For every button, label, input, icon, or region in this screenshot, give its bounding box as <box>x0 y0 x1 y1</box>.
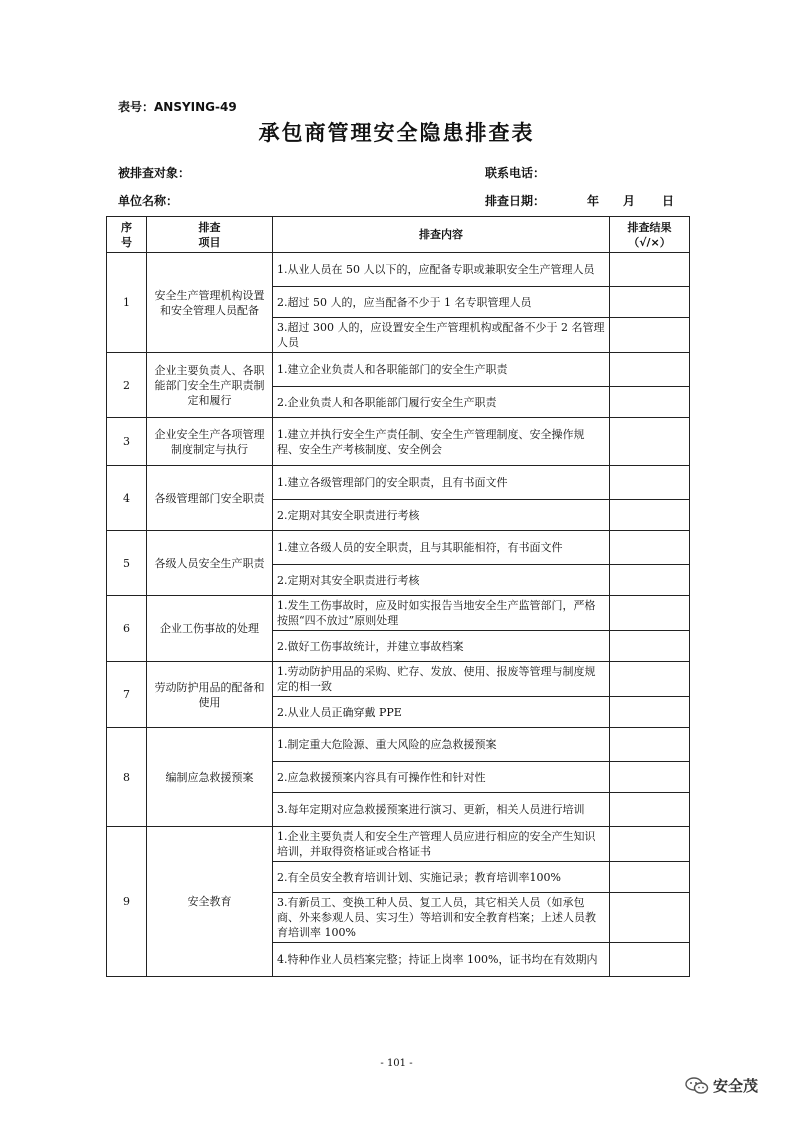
table-row <box>107 728 690 762</box>
row-content: 3.超过 300 人的，应设置安全生产管理机构或配备不少于 2 名管理人员 <box>273 318 610 353</box>
row-content: 1.劳动防护用品的采购、贮存、发放、使用、报废等管理与制度规定的相一致 <box>273 662 610 697</box>
row-content: 2.超过 50 人的，应当配备不少于 1 名专职管理人员 <box>273 287 610 318</box>
row-content: 2.应急救援预案内容具有可操作性和针对性 <box>273 762 610 793</box>
page-title: 承包商管理安全隐患排查表 <box>258 121 535 145</box>
result-cell[interactable] <box>610 662 690 697</box>
date-month-label: 月 <box>623 194 636 208</box>
row-content: 4.特种作业人员档案完整；持证上岗率 100%，证书均在有效期内 <box>273 943 610 977</box>
result-cell[interactable] <box>610 565 690 596</box>
form-number: 表号：ANSYING-49 <box>118 100 237 114</box>
row-content: 1.建立各级管理部门的安全职责，且有书面文件 <box>273 466 610 500</box>
row-item: 企业工伤事故的处理 <box>147 596 273 662</box>
row-seq: 2 <box>107 353 147 418</box>
date-day-label: 日 <box>662 194 675 208</box>
row-content: 1.企业主要负责人和安全生产管理人员应进行相应的安全产生知识培训，并取得资格证或合格证书 <box>273 827 610 862</box>
result-cell[interactable] <box>610 862 690 893</box>
row-item: 劳动防护用品的配备和使用 <box>147 662 273 728</box>
row-content: 2.做好工伤事故统计，并建立事故档案 <box>273 631 610 662</box>
row-content: 1.发生工伤事故时，应及时如实报告当地安全生产监管部门，严格按照“四不放过”原则处理 <box>273 596 610 631</box>
result-cell[interactable] <box>610 827 690 862</box>
row-item: 企业安全生产各项管理制度制定与执行 <box>147 418 273 466</box>
contact-phone-label: 联系电话： <box>485 166 546 180</box>
watermark-text: 安全茂 <box>713 1077 759 1095</box>
inspection-table <box>106 216 690 977</box>
table-row <box>107 662 690 697</box>
row-item: 企业主要负责人、各职能部门安全生产职责制定和履行 <box>147 353 273 418</box>
result-cell[interactable] <box>610 728 690 762</box>
result-cell[interactable] <box>610 253 690 287</box>
page-number: - 101 - <box>380 1058 413 1069</box>
table-row <box>107 418 690 466</box>
row-seq: 9 <box>107 827 147 977</box>
result-cell[interactable] <box>610 531 690 565</box>
row-content: 1.建立并执行安全生产责任制、安全生产管理制度、安全操作规程、安全生产考核制度、安全例会 <box>273 418 610 466</box>
table-row <box>107 531 690 565</box>
result-cell[interactable] <box>610 793 690 827</box>
wechat-icon <box>685 1077 709 1095</box>
row-item: 安全教育 <box>147 827 273 977</box>
row-seq: 1 <box>107 253 147 353</box>
row-seq: 4 <box>107 466 147 531</box>
result-cell[interactable] <box>610 387 690 418</box>
row-item: 各级人员安全生产职责 <box>147 531 273 596</box>
header-seq: 序 号 <box>107 217 147 253</box>
row-content: 2.定期对其安全职责进行考核 <box>273 500 610 531</box>
row-content: 2.有全员安全教育培训计划、实施记录；教育培训率100% <box>273 862 610 893</box>
row-seq: 7 <box>107 662 147 728</box>
inspection-date-label: 排查日期： <box>485 194 546 208</box>
table-row <box>107 827 690 862</box>
header-content: 排查内容 <box>273 217 610 253</box>
table-row <box>107 596 690 631</box>
inspected-object-label: 被排查对象： <box>118 166 191 180</box>
row-content: 1.制定重大危险源、重大风险的应急救援预案 <box>273 728 610 762</box>
date-year-label: 年 <box>587 194 600 208</box>
row-item: 各级管理部门安全职责 <box>147 466 273 531</box>
row-item: 编制应急救援预案 <box>147 728 273 827</box>
unit-name-label: 单位名称： <box>118 194 179 208</box>
result-cell[interactable] <box>610 318 690 353</box>
result-cell[interactable] <box>610 943 690 977</box>
row-content: 2.从业人员正确穿戴 PPE <box>273 697 610 728</box>
result-cell[interactable] <box>610 596 690 631</box>
row-item: 安全生产管理机构设置和安全管理人员配备 <box>147 253 273 353</box>
table-row <box>107 253 690 287</box>
result-cell[interactable] <box>610 762 690 793</box>
result-cell[interactable] <box>610 287 690 318</box>
row-content: 1.建立企业负责人和各职能部门的安全生产职责 <box>273 353 610 387</box>
result-cell[interactable] <box>610 353 690 387</box>
result-cell[interactable] <box>610 697 690 728</box>
watermark <box>685 1075 758 1096</box>
row-content: 3.有新员工、变换工种人员、复工人员，其它相关人员（如承包商、外来参观人员、实习生）等培训和安全教育档案；上述人员教育培训率 100% <box>273 893 610 943</box>
result-cell[interactable] <box>610 631 690 662</box>
table-body <box>107 253 690 977</box>
row-content: 2.定期对其安全职责进行考核 <box>273 565 610 596</box>
table-header-row <box>107 217 690 253</box>
result-cell[interactable] <box>610 893 690 943</box>
result-cell[interactable] <box>610 500 690 531</box>
result-cell[interactable] <box>610 466 690 500</box>
row-seq: 8 <box>107 728 147 827</box>
table-row <box>107 466 690 500</box>
table-row <box>107 353 690 387</box>
result-cell[interactable] <box>610 418 690 466</box>
row-seq: 6 <box>107 596 147 662</box>
row-content: 1.建立各级人员的安全职责，且与其职能相符，有书面文件 <box>273 531 610 565</box>
row-seq: 3 <box>107 418 147 466</box>
header-result: 排查结果 （√/×） <box>610 217 690 253</box>
row-content: 3.每年定期对应急救援预案进行演习、更新，相关人员进行培训 <box>273 793 610 827</box>
row-content: 2.企业负责人和各职能部门履行安全生产职责 <box>273 387 610 418</box>
row-seq: 5 <box>107 531 147 596</box>
header-item: 排查 项目 <box>147 217 273 253</box>
row-content: 1.从业人员在 50 人以下的，应配备专职或兼职安全生产管理人员 <box>273 253 610 287</box>
